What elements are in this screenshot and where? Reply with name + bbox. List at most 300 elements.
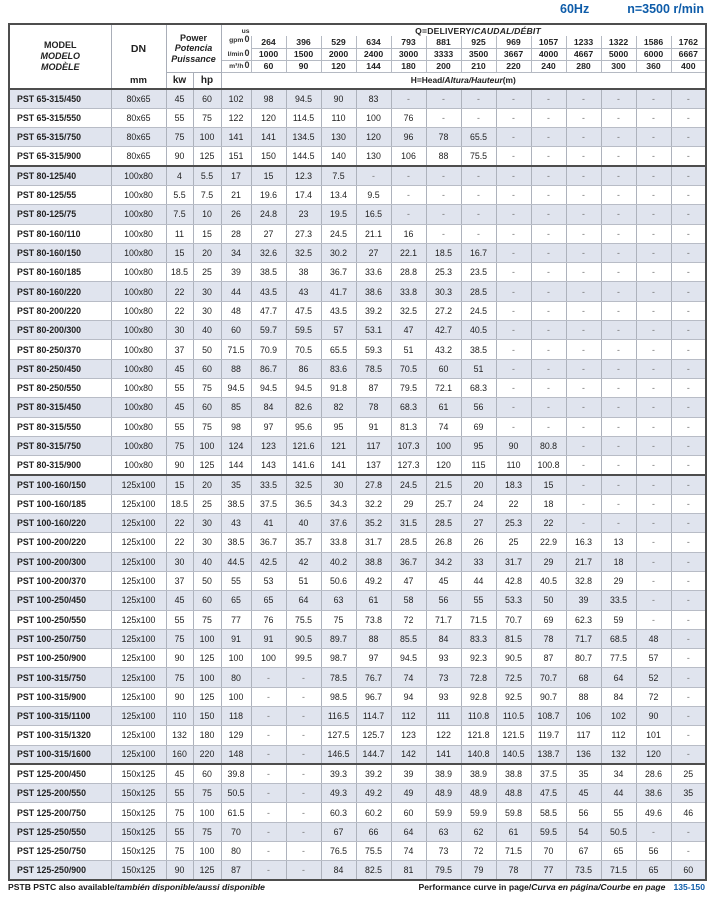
head-value-cell: 115 (461, 456, 496, 475)
flow-value-cell: 300 (601, 60, 636, 72)
head-value-cell: 50.5 (601, 822, 636, 841)
head-value-cell: - (601, 243, 636, 262)
head-value-cell: 25 (496, 533, 531, 552)
head-value-cell: 92.5 (496, 687, 531, 706)
head-value-cell: 136 (566, 745, 601, 764)
dn-cell: 125x100 (111, 571, 166, 590)
head-value-cell: - (251, 745, 286, 764)
head-value-cell: 73.8 (356, 610, 391, 629)
table-row (9, 340, 706, 359)
hp-cell: 60 (193, 359, 221, 378)
head-value-cell: - (496, 321, 531, 340)
table-row (9, 359, 706, 378)
head-value-cell: 12.3 (286, 166, 321, 185)
hp-cell: 60 (193, 398, 221, 417)
head-value-cell: - (636, 475, 671, 494)
head-value-cell: 95 (321, 417, 356, 436)
dn-cell: 80x65 (111, 108, 166, 127)
dn-cell: 150x125 (111, 784, 166, 803)
table-row (9, 494, 706, 513)
dn-cell: 125x100 (111, 610, 166, 629)
head-value-cell: 140.8 (461, 745, 496, 764)
head-title-unit: (m) (502, 75, 516, 86)
head-value-cell: 60 (683, 865, 694, 876)
head-value-cell: 96 (391, 128, 426, 147)
head-value-cell: 84 (426, 629, 461, 648)
head-value-cell: 70.5 (391, 359, 426, 378)
curve-page-link[interactable]: 135-150 (673, 882, 705, 892)
head-value-cell: - (496, 205, 531, 224)
head-value-cell: 121.8 (461, 726, 496, 745)
table-row (9, 842, 706, 861)
head-value-cell: 56 (566, 803, 601, 822)
kw-cell: 90 (166, 687, 193, 706)
head-value-cell: 56 (636, 842, 671, 861)
head-value-cell: 78 (496, 861, 531, 880)
head-value-cell: 74 (391, 842, 426, 861)
flow-value-cell: 4000 (531, 48, 566, 60)
head-value-cell: 90.5 (286, 629, 321, 648)
head-value-cell: 32.8 (566, 571, 601, 590)
model-cell: PST 100-160/185 (9, 494, 111, 513)
head-value-cell: 42.5 (251, 552, 286, 571)
head-value-cell: - (671, 726, 706, 745)
model-header-fr: MODÈLE (40, 62, 80, 72)
head-value-cell: 100.8 (531, 456, 566, 475)
head-value-cell: - (601, 494, 636, 513)
head-value-cell: 40.5 (531, 571, 566, 590)
table-row (9, 861, 706, 880)
head-value-cell: 42.7 (426, 321, 461, 340)
model-cell: PST 125-250/550 (9, 822, 111, 841)
head-value-cell: - (671, 205, 706, 224)
kw-cell: 30 (166, 552, 193, 571)
model-cell: PST 80-125/40 (9, 166, 111, 185)
head-value-cell: - (496, 398, 531, 417)
head-value-cell: 17.4 (286, 185, 321, 204)
flow-value-cell: 1762 (671, 36, 706, 48)
model-cell: PST 100-315/1320 (9, 726, 111, 745)
model-cell: PST 80-200/300 (9, 321, 111, 340)
model-cell: PST 80-125/75 (9, 205, 111, 224)
kw-cell: 132 (166, 726, 193, 745)
head-value-cell: 43.5 (251, 282, 286, 301)
head-value-cell: - (636, 340, 671, 359)
head-value-cell: - (461, 224, 496, 243)
head-value-cell: 94.5 (251, 378, 286, 397)
model-cell: PST 100-250/750 (9, 629, 111, 648)
head-value-cell: 98.7 (321, 649, 356, 668)
head-value-cell: - (671, 398, 706, 417)
hp-cell: 125 (193, 649, 221, 668)
head-value-cell: - (671, 378, 706, 397)
head-value-cell: - (636, 205, 671, 224)
head-value-cell: 55 (601, 803, 636, 822)
dn-cell: 125x100 (111, 591, 166, 610)
dn-cell: 125x100 (111, 514, 166, 533)
head-value-cell: 73 (426, 668, 461, 687)
head-value-cell: - (426, 108, 461, 127)
head-value-cell: - (286, 842, 321, 861)
table-row (9, 417, 706, 436)
model-cell: PST 125-200/550 (9, 784, 111, 803)
head-value-cell: 102 (221, 89, 251, 108)
head-value-cell: 59.5 (286, 321, 321, 340)
dn-cell: 150x125 (111, 842, 166, 861)
head-value-cell: - (461, 108, 496, 127)
head-value-cell: 73.5 (566, 861, 601, 880)
head-value-cell: 110.8 (461, 707, 496, 726)
head-value-cell: 78 (356, 398, 391, 417)
head-value-cell: 71.5 (601, 861, 636, 880)
model-cell: PST 65-315/450 (9, 89, 111, 108)
kw-cell: 18.5 (166, 494, 193, 513)
head-value-cell: - (566, 205, 601, 224)
head-value-cell: 88 (426, 147, 461, 166)
head-value-cell: 119.7 (531, 726, 566, 745)
head-value-cell: 17 (221, 166, 251, 185)
head-value-cell: 69 (531, 610, 566, 629)
head-value-cell: 38.8 (496, 764, 531, 783)
head-value-cell: 100 (251, 649, 286, 668)
head-value-cell: 38.6 (636, 784, 671, 803)
table-row (9, 552, 706, 571)
hp-cell: 150 (193, 707, 221, 726)
kw-cell: 37 (166, 340, 193, 359)
head-value-cell: - (531, 340, 566, 359)
model-cell: PST 125-200/750 (9, 803, 111, 822)
usgpm-zero: 0 (244, 33, 250, 44)
head-value-cell: 60 (426, 359, 461, 378)
flow-value-cell: 1233 (566, 36, 601, 48)
head-value-cell: 16.5 (356, 205, 391, 224)
head-value-cell: 144.7 (356, 745, 391, 764)
head-value-cell: - (636, 436, 671, 455)
head-value-cell: - (531, 128, 566, 147)
head-value-cell: 32.5 (391, 301, 426, 320)
model-cell: PST 125-250/750 (9, 842, 111, 861)
head-value-cell: - (636, 243, 671, 262)
head-value-cell: 84 (321, 861, 356, 880)
head-value-cell: 92.3 (461, 649, 496, 668)
kw-cell: 45 (166, 591, 193, 610)
head-value-cell: 33.5 (601, 591, 636, 610)
head-value-cell: 64 (391, 822, 426, 841)
head-value-cell: 77.5 (601, 649, 636, 668)
hp-cell: 100 (193, 668, 221, 687)
dn-cell: 125x100 (111, 552, 166, 571)
flow-value-cell: 120 (321, 60, 356, 72)
head-value-cell: 62.3 (566, 610, 601, 629)
head-value-cell: 33.5 (251, 475, 286, 494)
head-value-cell: 120 (426, 456, 461, 475)
head-value-cell: 130 (356, 147, 391, 166)
table-row (9, 224, 706, 243)
head-value-cell: 32.6 (251, 243, 286, 262)
head-value-cell: - (566, 359, 601, 378)
flow-value-cell: 1000 (251, 48, 286, 60)
head-value-cell: - (671, 707, 706, 726)
head-value-cell: 47.7 (251, 301, 286, 320)
kw-cell: 4 (166, 166, 193, 185)
head-value-cell: 78 (426, 128, 461, 147)
head-value-cell: 90 (636, 707, 671, 726)
head-value-cell: 117 (566, 726, 601, 745)
flow-value-cell: 200 (426, 60, 461, 72)
kw-cell: 11 (166, 224, 193, 243)
head-value-cell: 49.2 (356, 571, 391, 590)
head-value-cell: - (531, 108, 566, 127)
head-value-cell: - (286, 687, 321, 706)
head-value-cell: 30.3 (426, 282, 461, 301)
head-value-cell: 20 (461, 475, 496, 494)
model-cell: PST 80-315/450 (9, 398, 111, 417)
head-value-cell: 80.8 (531, 436, 566, 455)
kw-cell: 55 (166, 417, 193, 436)
head-value-cell: 74 (426, 417, 461, 436)
head-value-cell: 83.6 (321, 359, 356, 378)
kw-cell: 75 (166, 842, 193, 861)
dn-cell: 150x125 (111, 822, 166, 841)
kw-cell: 55 (166, 822, 193, 841)
kw-cell: 75 (166, 668, 193, 687)
head-value-cell: 45 (426, 571, 461, 590)
head-value-cell: - (671, 282, 706, 301)
head-value-cell: 49.3 (321, 784, 356, 803)
head-value-cell: 70 (221, 822, 251, 841)
head-value-cell: 16.7 (461, 243, 496, 262)
head-value-cell: - (496, 128, 531, 147)
head-value-cell: 36.5 (286, 494, 321, 513)
dn-cell: 125x100 (111, 533, 166, 552)
head-value-cell: 111 (426, 707, 461, 726)
head-value-cell: - (601, 436, 636, 455)
head-value-cell: 61 (356, 591, 391, 610)
head-value-cell: - (671, 185, 706, 204)
head-value-cell: 98 (251, 89, 286, 108)
head-value-cell: - (671, 359, 706, 378)
head-value-cell: - (671, 128, 706, 147)
head-value-cell: 75.5 (461, 147, 496, 166)
head-value-cell: 83.3 (461, 629, 496, 648)
head-value-cell: - (566, 494, 601, 513)
head-value-cell: 132 (601, 745, 636, 764)
head-value-cell: 90.7 (531, 687, 566, 706)
head-value-cell: - (601, 340, 636, 359)
head-value-cell: 81.3 (391, 417, 426, 436)
head-value-cell: 35 (221, 475, 251, 494)
head-value-cell: 22.1 (391, 243, 426, 262)
head-value-cell: - (636, 282, 671, 301)
lmin-label: l/min (227, 50, 244, 58)
kw-cell: 7.5 (166, 205, 193, 224)
power-header-fr: Puissance (171, 53, 216, 64)
hp-cell: 5.5 (193, 166, 221, 185)
hp-cell: 100 (193, 803, 221, 822)
head-value-cell: 65 (221, 591, 251, 610)
head-value-cell: 24.5 (321, 224, 356, 243)
head-value-cell: 117 (356, 436, 391, 455)
head-value-cell: 71.5 (221, 340, 251, 359)
head-value-cell: 72 (391, 610, 426, 629)
head-value-cell: 123 (251, 436, 286, 455)
head-value-cell: 79 (461, 861, 496, 880)
head-value-cell: 50.6 (321, 571, 356, 590)
head-value-cell: 121 (321, 436, 356, 455)
head-value-cell: - (426, 224, 461, 243)
dn-cell: 100x80 (111, 456, 166, 475)
table-body (9, 89, 706, 880)
head-value-cell: 106 (391, 147, 426, 166)
head-value-cell: 140.5 (496, 745, 531, 764)
head-value-cell: - (671, 263, 706, 282)
head-value-cell: 39.2 (356, 764, 391, 783)
head-value-cell: 72.1 (426, 378, 461, 397)
head-value-cell: 35 (671, 784, 706, 803)
head-value-cell: 110.5 (496, 707, 531, 726)
head-value-cell: 43.5 (321, 301, 356, 320)
head-value-cell: 40.2 (321, 552, 356, 571)
head-value-cell: - (531, 263, 566, 282)
head-value-cell: 79.5 (426, 861, 461, 880)
head-value-cell: - (566, 128, 601, 147)
hp-cell: 30 (193, 533, 221, 552)
head-value-cell: 53.1 (356, 321, 391, 340)
head-value-cell: 148 (221, 745, 251, 764)
flow-value-cell: 3667 (496, 48, 531, 60)
dn-cell: 80x65 (111, 128, 166, 147)
model-cell: PST 80-315/750 (9, 436, 111, 455)
table-row (9, 205, 706, 224)
head-value-cell: 58 (391, 591, 426, 610)
head-value-cell: 108.7 (531, 707, 566, 726)
head-value-cell: 70.9 (251, 340, 286, 359)
head-value-cell: - (601, 301, 636, 320)
hp-cell: 15 (193, 224, 221, 243)
dn-cell: 100x80 (111, 301, 166, 320)
head-value-cell: 81.5 (496, 629, 531, 648)
head-value-cell: 71.7 (426, 610, 461, 629)
head-value-cell: 91 (251, 629, 286, 648)
model-cell: PST 65-315/750 (9, 128, 111, 147)
dn-cell: 150x125 (111, 764, 166, 783)
head-value-cell: 91 (221, 629, 251, 648)
head-value-cell: 151 (221, 147, 251, 166)
head-value-cell: 116.5 (321, 707, 356, 726)
model-cell: PST 80-160/150 (9, 243, 111, 262)
head-value-cell: 76 (251, 610, 286, 629)
head-value-cell: 141.6 (286, 456, 321, 475)
kw-cell: 90 (166, 456, 193, 475)
head-value-cell: 19.5 (321, 205, 356, 224)
head-value-cell: 59.5 (531, 822, 566, 841)
head-value-cell: 56 (426, 591, 461, 610)
table-row (9, 687, 706, 706)
head-value-cell: 77 (531, 861, 566, 880)
footer-left-en: PSTB PSTC also available/ (8, 882, 117, 892)
head-value-cell: - (286, 707, 321, 726)
dn-cell: 100x80 (111, 378, 166, 397)
head-value-cell: - (566, 282, 601, 301)
head-value-cell: 84 (251, 398, 286, 417)
head-value-cell: - (391, 185, 426, 204)
head-value-cell: 72 (636, 687, 671, 706)
head-value-cell: 30 (321, 475, 356, 494)
head-value-cell: 9.5 (356, 185, 391, 204)
head-value-cell: 46 (671, 803, 706, 822)
head-value-cell: - (461, 166, 496, 185)
table-row (9, 321, 706, 340)
head-value-cell: - (671, 147, 706, 166)
model-cell: PST 100-200/300 (9, 552, 111, 571)
head-value-cell: 18.3 (496, 475, 531, 494)
head-value-cell: - (496, 108, 531, 127)
head-value-cell: 129 (221, 726, 251, 745)
hp-cell: 75 (193, 417, 221, 436)
model-cell: PST 100-200/370 (9, 571, 111, 590)
head-value-cell: 106 (566, 707, 601, 726)
head-value-cell: - (496, 224, 531, 243)
head-value-cell: 47.5 (286, 301, 321, 320)
head-value-cell: - (601, 514, 636, 533)
head-value-cell: 31.7 (356, 533, 391, 552)
dn-cell: 100x80 (111, 224, 166, 243)
kw-cell: 5.5 (166, 185, 193, 204)
head-value-cell: 44 (461, 571, 496, 590)
model-cell: PST 80-250/370 (9, 340, 111, 359)
head-value-cell: 65 (251, 591, 286, 610)
head-value-cell: - (496, 301, 531, 320)
head-value-cell: 28.5 (461, 282, 496, 301)
head-value-cell: - (636, 263, 671, 282)
flow-unit-m3h (221, 60, 251, 72)
head-value-cell: 74 (391, 668, 426, 687)
model-cell: PST 125-250/900 (9, 861, 111, 880)
head-value-cell: 40.5 (461, 321, 496, 340)
head-value-cell: 114.5 (286, 108, 321, 127)
footer-right-en: Performance curve in page/ (418, 882, 532, 892)
dn-cell: 100x80 (111, 436, 166, 455)
head-value-cell: 91 (356, 417, 391, 436)
head-value-cell: 39.8 (221, 764, 251, 783)
m3h-label: m³/h (229, 62, 244, 70)
head-value-cell: 44 (221, 282, 251, 301)
head-value-cell: 57 (321, 321, 356, 340)
head-value-cell: 102 (601, 707, 636, 726)
head-value-cell: 15 (251, 166, 286, 185)
head-value-cell: - (601, 456, 636, 475)
head-value-cell: 48.9 (426, 784, 461, 803)
head-value-cell: - (461, 185, 496, 204)
head-value-cell: 25.3 (496, 514, 531, 533)
head-value-cell: - (671, 610, 706, 629)
kw-cell: 75 (166, 803, 193, 822)
head-value-cell: 18.5 (426, 243, 461, 262)
head-value-cell: - (251, 726, 286, 745)
head-value-cell: - (671, 552, 706, 571)
head-value-cell: 94 (391, 687, 426, 706)
flow-value-cell: 180 (391, 60, 426, 72)
head-value-cell: - (671, 649, 706, 668)
head-value-cell: - (566, 301, 601, 320)
head-value-cell: 16 (391, 224, 426, 243)
dn-cell: 125x100 (111, 475, 166, 494)
head-value-cell: 16.3 (566, 533, 601, 552)
table-row (9, 591, 706, 610)
head-value-cell: 78.5 (356, 359, 391, 378)
head-value-cell: 61.5 (221, 803, 251, 822)
table-row (9, 301, 706, 320)
